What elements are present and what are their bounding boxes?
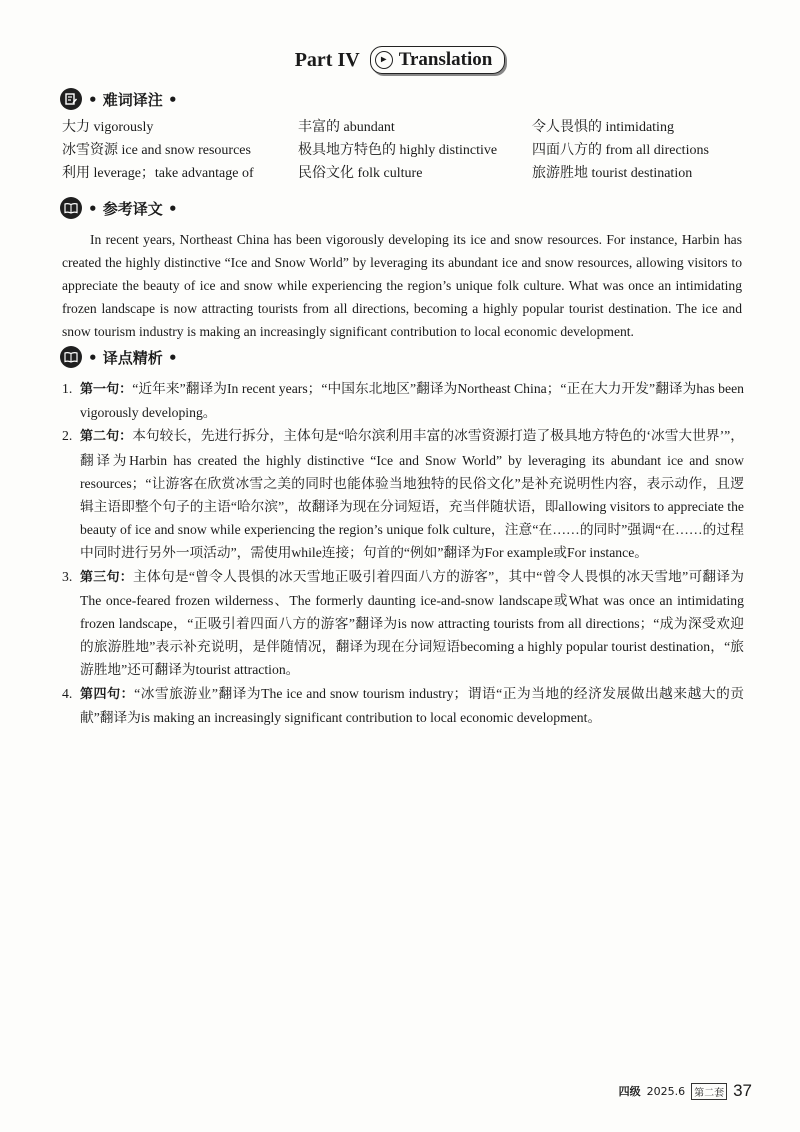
page-footer bbox=[619, 1081, 752, 1101]
page-number: 37 bbox=[733, 1081, 752, 1100]
reference-translation: In recent years, Northeast China has been vigorously developing its ice and snow resources. For instance, Harbin has created the highly distinctive “Ice and Snow World” by leveraging its abundant ice and snow resources, allowing visitors to appreciate the beauty of ice and snow while experiencing the region’s unique folk culture. What was once an intimidating frozen landscape is now attracting tourists from all directions, becoming a highly popular tourist destination. The ice and snow tourism industry is making an increasingly significant contribution to local economic development. bbox=[62, 232, 742, 339]
vocab-item: 旅游胜地 tourist destination bbox=[532, 166, 693, 181]
analysis-section-title: • 译点精析 • bbox=[88, 348, 178, 367]
exam-date: 2025.6 bbox=[646, 1084, 686, 1098]
arrow-right-icon: ▸ bbox=[375, 51, 393, 69]
page-title: Translation bbox=[398, 49, 493, 70]
vocab-item: 四面八方的 from all directions bbox=[532, 143, 709, 158]
vocab-section-title: • 难词译注 • bbox=[88, 90, 178, 109]
item-text: “近年来”翻译为In recent years；“中国东北地区”翻译为Northeast China；“正在大力开发”翻译为has been vigorously developing。 bbox=[80, 381, 744, 421]
item-lead: 第一句： bbox=[80, 382, 133, 397]
reference-section-header bbox=[60, 197, 178, 219]
vocab-section-header bbox=[60, 88, 178, 110]
item-number: 1. bbox=[62, 381, 73, 396]
analysis-item bbox=[62, 682, 744, 729]
item-number: 4. bbox=[62, 685, 73, 701]
item-text: “冰雪旅游业”翻译为The ice and snow tourism industry；谓语“正为当地的经济发展做出越来越大的贡献”翻译为is making an increasingly significant contribution to local economic development。 bbox=[80, 685, 744, 725]
analysis-item bbox=[62, 424, 744, 564]
book-icon bbox=[60, 346, 82, 368]
title-row bbox=[0, 46, 800, 74]
book-icon bbox=[60, 197, 82, 219]
vocab-item: 冰雪资源 ice and snow resources bbox=[62, 143, 251, 158]
vocab-item: 民俗文化 folk culture bbox=[298, 166, 423, 181]
vocab-item: 丰富的 abundant bbox=[298, 120, 395, 135]
item-number: 2. bbox=[62, 428, 73, 444]
vocab-list bbox=[62, 117, 752, 184]
item-lead: 第四句： bbox=[80, 686, 135, 702]
item-text: 主体句是“曾令人畏惧的冰天雪地正吸引着四面八方的游客”，其中“曾令人畏惧的冰天雪地”可翻译为The once-feared frozen wilderness、The formerly daunting ice-and-snow landscape或What was once an intimidating frozen landscape，“正吸引着四面八方的游客”翻译为is now attracting tourists from all directions；“成为深受欢迎的旅游胜地”表示补充说明，是伴随情况，翻译为现在分词短语becoming a highly popular tourist destination，“旅游胜地”还可翻译为tourist attraction。 bbox=[80, 568, 744, 678]
exam-level: 四级 bbox=[618, 1085, 641, 1098]
vocab-item: 极具地方特色的 highly distinctive bbox=[298, 143, 498, 158]
item-lead: 第三句： bbox=[80, 569, 134, 585]
item-number: 3. bbox=[62, 568, 73, 584]
issue-badge: 第二套 bbox=[691, 1083, 727, 1100]
analysis-section-header bbox=[60, 346, 178, 368]
item-lead: 第二句： bbox=[80, 429, 133, 445]
analysis-item bbox=[62, 565, 744, 682]
vocab-item: 大力 vigorously bbox=[62, 120, 154, 135]
part-label: Part IV bbox=[294, 48, 360, 71]
reference-section-title: • 参考译文 • bbox=[88, 199, 178, 218]
analysis-list bbox=[62, 377, 744, 729]
title-pill bbox=[370, 46, 506, 74]
vocab-item: 利用 leverage；take advantage of bbox=[62, 166, 254, 181]
item-text: 本句较长，先进行拆分，主体句是“哈尔滨利用丰富的冰雪资源打造了极具地方特色的‘冰雪大世界’”，翻译为Harbin has created the highly distinctive “Ice and Snow World” by leveraging its abundant ice and snow resources；“让游客在欣赏冰雪之美的同时也能体验当地独特的民俗文化”是补充说明性内容，表示动作，且逻辑主语即整个句子的主语“哈尔滨”，故翻译为现在分词短语，充当伴随状语，即allowing visitors to appreciate the beauty of ice and snow while experiencing the region’s unique folk culture，注意“在……的同时”强调“在……的过程中同时进行另外一项活动”，需使用while连接；句首的“例如”翻译为For example或For instance。 bbox=[80, 428, 744, 561]
vocab-item: 令人畏惧的 intimidating bbox=[532, 120, 674, 135]
analysis-item bbox=[62, 377, 744, 424]
notes-icon bbox=[60, 88, 82, 110]
